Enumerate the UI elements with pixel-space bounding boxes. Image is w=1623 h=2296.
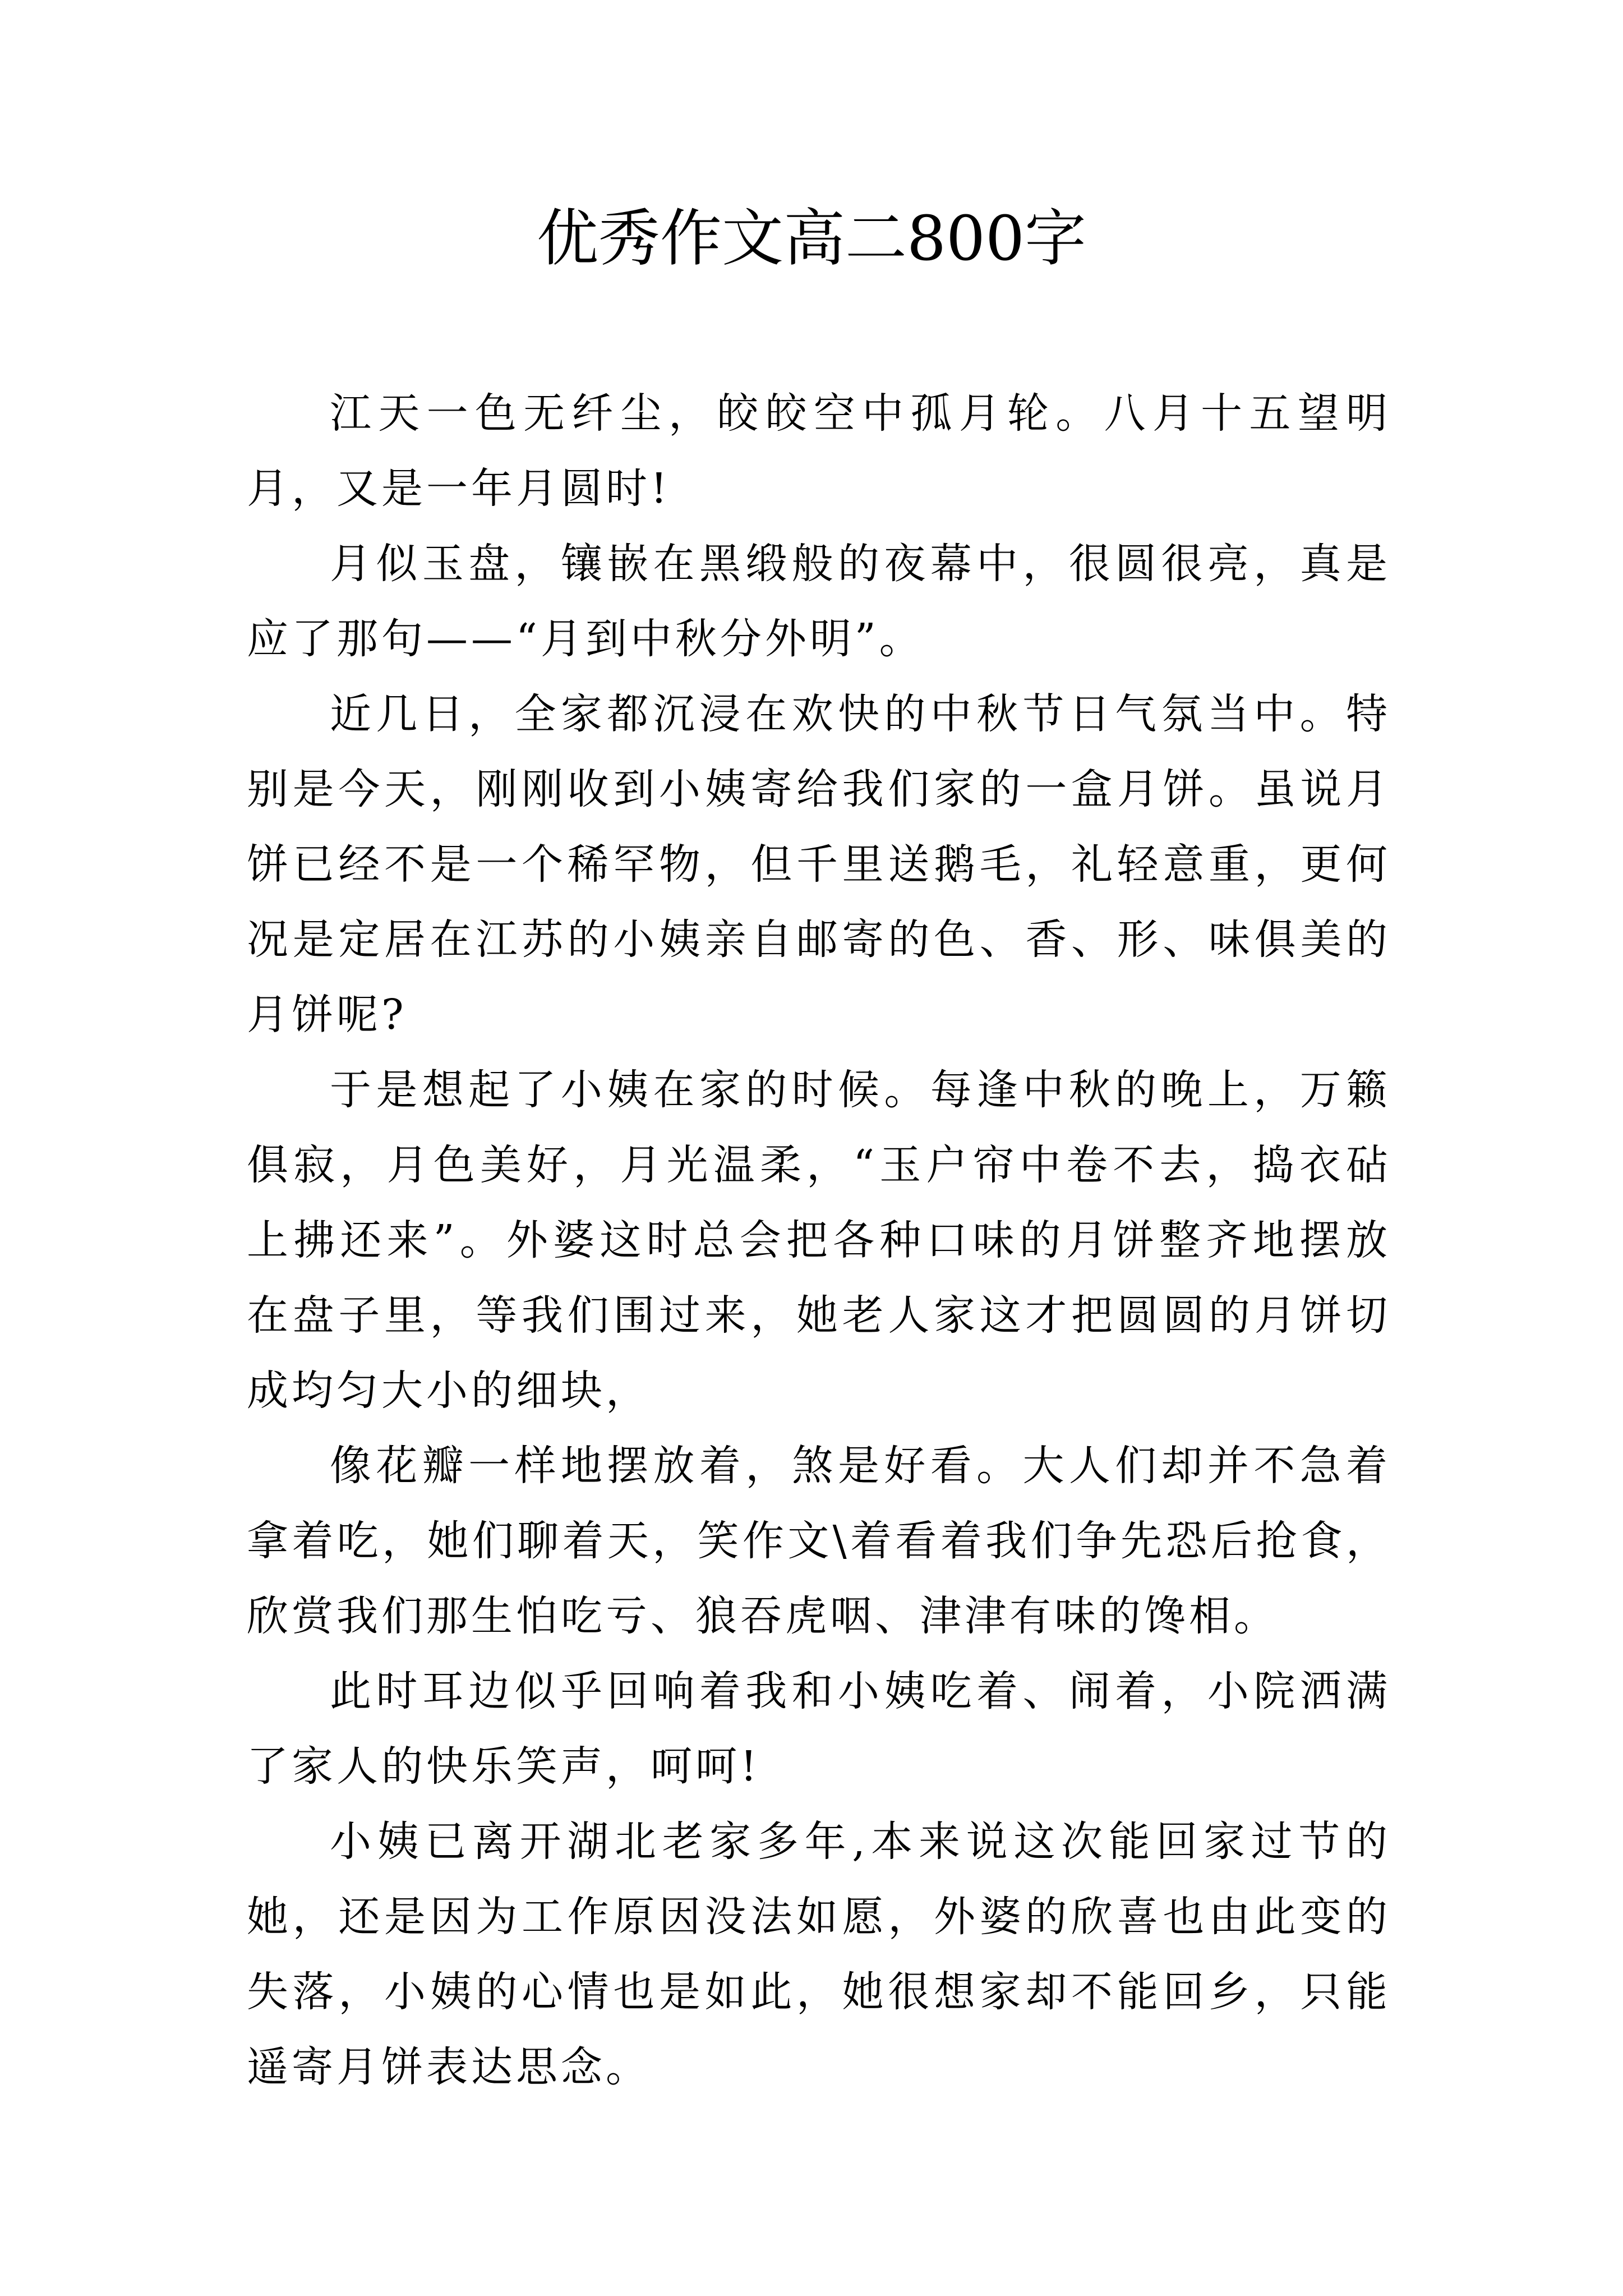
paragraph: 于是想起了小姨在家的时候。每逢中秋的晚上，万籁俱寂，月色美好，月光温柔，“玉户帘中卷不去，捣衣砧上拂还来”。外婆这时总会把各种口味的月饼整齐地摆放在盘子里，等我们围过来，她老人家这才把圆圆的月饼切成均匀大小的细块， (247, 1066, 1391, 1415)
paragraph: 像花瓣一样地摆放着，煞是好看。大人们却并不急着拿着吃，她们聊着天，笑作文\着看着我们争先恐后抢食，欣赏我们那生怕吃亏、狼吞虎咽、津津有味的馋相。 (247, 1442, 1391, 1640)
document-body (247, 376, 1391, 2105)
paragraph: 小姨已离开湖北老家多年,本来说这次能回家过节的她，还是因为工作原因没法如愿，外婆的欣喜也由此变的失落，小姨的心情也是如此，她很想家却不能回乡，只能遥寄月饼表达思念。 (247, 1818, 1391, 2091)
paragraph: 月似玉盘，镶嵌在黑缎般的夜幕中，很圆很亮，真是应了那句——“月到中秋分外明”。 (247, 540, 1391, 663)
paragraph: 江天一色无纤尘，皎皎空中孤月轮。八月十五望明月，又是一年月圆时! (247, 389, 1391, 513)
document-title: 优秀作文高二800字 (537, 203, 1086, 274)
paragraph: 此时耳边似乎回响着我和小姨吃着、闹着，小院洒满了家人的快乐笑声，呵呵! (247, 1667, 1391, 1791)
paragraph: 近几日，全家都沉浸在欢快的中秋节日气氛当中。特别是今天，刚刚收到小姨寄给我们家的一盒月饼。虽说月饼已经不是一个稀罕物，但千里送鹅毛，礼轻意重，更何况是定居在江苏的小姨亲自邮寄的色、香、形、味俱美的月饼呢? (247, 690, 1391, 1039)
